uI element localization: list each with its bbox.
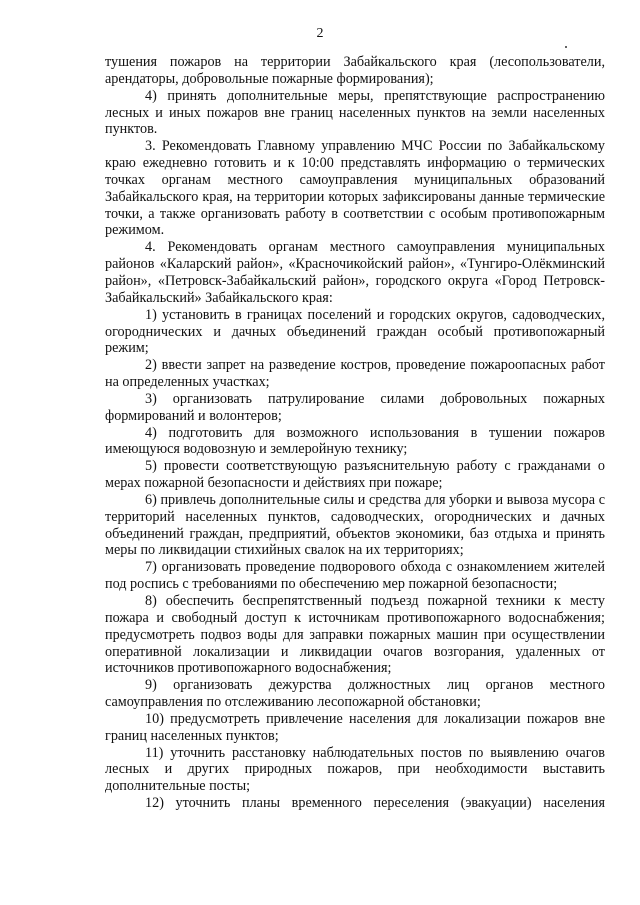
paragraph: 4) принять дополнительные меры, препятствующие распространению лесных и иных пожаров вне границ населенных пунктов на земли населенных пунктов. [105, 87, 605, 138]
paragraph: 5) провести соответствующую разъяснительную работу с гражданами о мерах пожарной безопасности и действиях при пожаре; [105, 458, 605, 492]
paragraph: 2) ввести запрет на разведение костров, проведение пожароопасных работ на определенных участках; [105, 357, 605, 391]
paragraph: 6) привлечь дополнительные силы и средства для уборки и вывоза мусора с территорий населенных пунктов, садоводческих, огороднических и дачных объединений граждан, предприятий, объектов экономики, баз отдыха и принять меры по ликвидации стихийных свалок на их территориях; [105, 491, 605, 559]
paragraph: 3) организовать патрулирование силами добровольных пожарных формирований и волонтеров; [105, 390, 605, 424]
paragraph: 10) предусмотреть привлечение населения для локализации пожаров вне границ населенных пунктов; [105, 710, 605, 744]
document-body [105, 54, 605, 812]
scan-speck [565, 46, 567, 48]
page-number: 2 [316, 26, 324, 41]
paragraph: 4) подготовить для возможного использования в тушении пожаров имеющуюся водовозную и землеройную технику; [105, 424, 605, 458]
paragraph: 4. Рекомендовать органам местного самоуправления муниципальных районов «Каларский район», «Красночикойский район», «Тунгиро-Олёкминский район», «Петровск-Забайкальский район», городского округа «Город Петровск-Забайкальский» Забайкальского края: [105, 239, 605, 306]
paragraph: 3. Рекомендовать Главному управлению МЧС России по Забайкальскому краю ежедневно готовить и к 10:00 представлять информацию о термических точках органам местного самоуправления муниципальных образований Забайкальского края, на территории которых зафиксированы данные термические точки, а также организовать работу в соответствии с особым противопожарным режимом. [105, 138, 605, 239]
paragraph: 11) уточнить расстановку наблюдательных постов по выявлению очагов лесных и других природных пожаров, при необходимости выставить дополнительные посты; [105, 744, 605, 795]
paragraph: тушения пожаров на территории Забайкальского края (лесопользователи, арендаторы, добровольные пожарные формирования); [105, 54, 605, 87]
paragraph: 7) организовать проведение подворового обхода с ознакомлением жителей под роспись с требованиями по обеспечению мер пожарной безопасности; [105, 559, 605, 593]
paragraph: 12) уточнить планы временного переселения (эвакуации) населения [145, 795, 605, 812]
paragraph: 8) обеспечить беспрепятственный подъезд пожарной техники к месту пожара и свободный доступ к источникам противопожарного водоснабжения; предусмотреть подвоз воды для заправки пожарных машин при осуществлении оперативной локализации и ликвидации очагов возгорания, удаленных от источников противопожарного водоснабжения; [105, 593, 605, 677]
paragraph: 1) установить в границах поселений и городских округов, садоводческих, огороднических и дачных объединений граждан особый противопожарный режим; [105, 306, 605, 357]
paragraph: 9) организовать дежурства должностных лиц органов местного самоуправления по отслеживанию лесопожарной обстановки; [105, 677, 605, 711]
